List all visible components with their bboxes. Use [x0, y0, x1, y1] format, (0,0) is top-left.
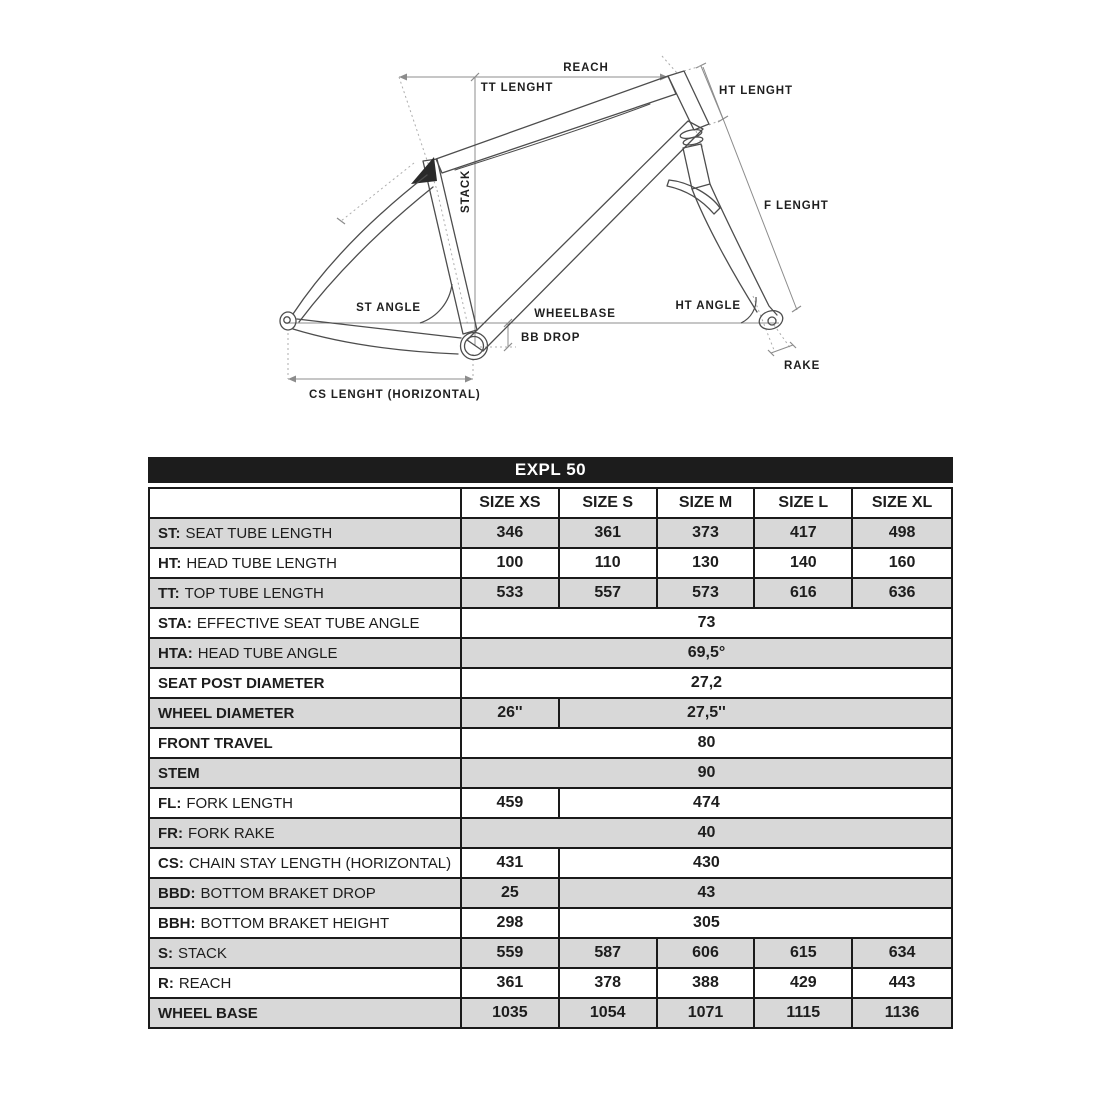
- table-row: [150, 877, 951, 907]
- value-cell: 429: [755, 969, 853, 997]
- value-cell: 616: [755, 579, 853, 607]
- value-cell: 361: [560, 519, 658, 547]
- row-label-text: HEAD TUBE LENGTH: [186, 554, 337, 572]
- row-label-prefix: BBH:: [158, 914, 196, 932]
- row-label-prefix: R:: [158, 974, 174, 992]
- row-label-text: FRONT TRAVEL: [158, 734, 273, 752]
- row-label-text: BOTTOM BRAKET DROP: [200, 884, 376, 902]
- row-label-prefix: S:: [158, 944, 173, 962]
- table-row: [150, 517, 951, 547]
- value-cell: 459: [462, 789, 560, 817]
- value-cell: 1054: [560, 999, 658, 1027]
- row-label-text: HEAD TUBE ANGLE: [197, 644, 338, 662]
- table-row: [150, 577, 951, 607]
- row-label: [150, 909, 462, 937]
- bike-frame-drawing: [280, 71, 785, 360]
- value-cell: 26'': [462, 699, 560, 727]
- row-label-text: WHEEL DIAMETER: [158, 704, 295, 722]
- header-size-xs: SIZE XS: [462, 489, 560, 517]
- label-rake: RAKE: [784, 360, 821, 372]
- table-row: [150, 817, 951, 847]
- table-row: [150, 637, 951, 667]
- value-cell-span-s-xl: 474: [693, 794, 720, 811]
- header-empty-cell: [150, 489, 462, 517]
- value-cell: 573: [658, 579, 756, 607]
- row-label-prefix: HT:: [158, 554, 182, 572]
- row-label: [150, 729, 462, 757]
- row-label: [150, 669, 462, 697]
- row-label-text: CHAIN STAY LENGTH (HORIZONTAL): [188, 854, 452, 872]
- label-bb-drop: BB DROP: [521, 332, 581, 344]
- header-size-xl: SIZE XL: [871, 494, 933, 511]
- row-label-prefix: FL:: [158, 794, 182, 812]
- header-size-l: SIZE L: [755, 489, 853, 517]
- row-label-text: TOP TUBE LENGTH: [184, 584, 324, 602]
- value-cell: 533: [462, 579, 560, 607]
- label-st-angle: ST ANGLE: [356, 302, 421, 314]
- table-row: [150, 937, 951, 967]
- row-label: [150, 579, 462, 607]
- value-cell: 559: [462, 939, 560, 967]
- value-cell: 615: [755, 939, 853, 967]
- value-cell-span-all: 40: [697, 824, 716, 841]
- row-label-prefix: STA:: [158, 614, 192, 632]
- row-label-prefix: FR:: [158, 824, 183, 842]
- value-cell: 606: [658, 939, 756, 967]
- value-cell-span-s-xl: 27,5'': [687, 704, 726, 721]
- label-wheelbase: WHEELBASE: [534, 308, 616, 320]
- row-label: [150, 819, 462, 847]
- row-label: [150, 789, 462, 817]
- row-label: [150, 519, 462, 547]
- table-row: [150, 967, 951, 997]
- value-cell-span-all: 69,5°: [687, 644, 726, 661]
- row-label: [150, 699, 462, 727]
- table-row: [150, 667, 951, 697]
- value-cell-span-all: 90: [697, 764, 716, 781]
- row-label: [150, 759, 462, 787]
- value-cell-span-s-xl: 430: [693, 854, 720, 871]
- value-cell: 140: [755, 549, 853, 577]
- row-label-text: FORK LENGTH: [186, 794, 294, 812]
- table-title: EXPL 50: [148, 457, 953, 483]
- value-cell: 373: [658, 519, 756, 547]
- label-reach: REACH: [563, 62, 609, 74]
- row-label-text: SEAT TUBE LENGTH: [185, 524, 333, 542]
- value-cell: 378: [560, 969, 658, 997]
- row-label: [150, 609, 462, 637]
- table-row: [150, 607, 951, 637]
- value-cell: 587: [560, 939, 658, 967]
- row-label-prefix: CS:: [158, 854, 184, 872]
- row-label: [150, 849, 462, 877]
- bike-geometry-diagram: [0, 0, 1100, 450]
- value-cell: 1115: [755, 999, 853, 1027]
- value-cell: 361: [462, 969, 560, 997]
- value-cell: 100: [462, 549, 560, 577]
- value-cell: 636: [888, 584, 916, 601]
- fork-dropout: [757, 308, 785, 333]
- row-label-text: STEM: [158, 764, 200, 782]
- label-ht-angle: HT ANGLE: [675, 300, 741, 312]
- row-label: [150, 999, 462, 1027]
- value-cell: 634: [888, 944, 916, 961]
- row-label: [150, 879, 462, 907]
- row-label-text: REACH: [178, 974, 232, 992]
- header-size-s: SIZE S: [560, 489, 658, 517]
- value-cell: 1035: [462, 999, 560, 1027]
- row-label-text: BOTTOM BRAKET HEIGHT: [200, 914, 390, 932]
- row-label: [150, 969, 462, 997]
- value-cell: 417: [755, 519, 853, 547]
- value-cell-span-all: 80: [697, 734, 716, 751]
- row-label: [150, 939, 462, 967]
- label-tt-lenght: TT LENGHT: [480, 82, 554, 94]
- diagram-labels: [309, 62, 829, 401]
- value-cell: 443: [888, 974, 916, 991]
- value-cell-span-s-xl: 43: [697, 884, 716, 901]
- value-cell: 346: [462, 519, 560, 547]
- row-label-text: STACK: [178, 944, 227, 962]
- row-label-prefix: BBD:: [158, 884, 196, 902]
- value-cell: 25: [462, 879, 560, 907]
- value-cell: 557: [560, 579, 658, 607]
- value-cell: 431: [462, 849, 560, 877]
- row-label-text: WHEEL BASE: [158, 1004, 258, 1022]
- row-label-text: FORK RAKE: [188, 824, 275, 842]
- row-label: [150, 549, 462, 577]
- row-label-prefix: TT:: [158, 584, 180, 602]
- row-label-text: SEAT POST DIAMETER: [158, 674, 325, 692]
- row-label-prefix: ST:: [158, 524, 181, 542]
- value-cell: 130: [658, 549, 756, 577]
- value-cell: 160: [888, 554, 916, 571]
- row-label-prefix: HTA:: [158, 644, 193, 662]
- value-cell: 1071: [658, 999, 756, 1027]
- table-row: [150, 697, 951, 727]
- label-f-lenght: F LENGHT: [764, 200, 829, 212]
- value-cell: 498: [888, 524, 916, 541]
- value-cell-span-all: 27,2: [690, 674, 723, 691]
- table-row: [150, 997, 951, 1027]
- table-row: [150, 787, 951, 817]
- label-ht-lenght: HT LENGHT: [719, 85, 793, 97]
- table-grid: [148, 487, 953, 1029]
- value-cell: 388: [658, 969, 756, 997]
- table-header-row: [150, 489, 951, 517]
- value-cell: 1136: [884, 1004, 920, 1021]
- row-label-text: EFFECTIVE SEAT TUBE ANGLE: [196, 614, 420, 632]
- table-row: [150, 727, 951, 757]
- label-stack: STACK: [460, 169, 472, 213]
- table-row: [150, 907, 951, 937]
- value-cell-span-all: 73: [697, 614, 716, 631]
- header-size-m: SIZE M: [658, 489, 756, 517]
- table-row: [150, 757, 951, 787]
- table-row: [150, 547, 951, 577]
- geometry-table: [148, 457, 953, 1029]
- value-cell-span-s-xl: 305: [693, 914, 720, 931]
- value-cell: 110: [560, 549, 658, 577]
- rear-dropout: [280, 312, 296, 330]
- label-cs-lenght: CS LENGHT (HORIZONTAL): [309, 389, 481, 401]
- value-cell: 298: [462, 909, 560, 937]
- row-label: [150, 639, 462, 667]
- table-row: [150, 847, 951, 877]
